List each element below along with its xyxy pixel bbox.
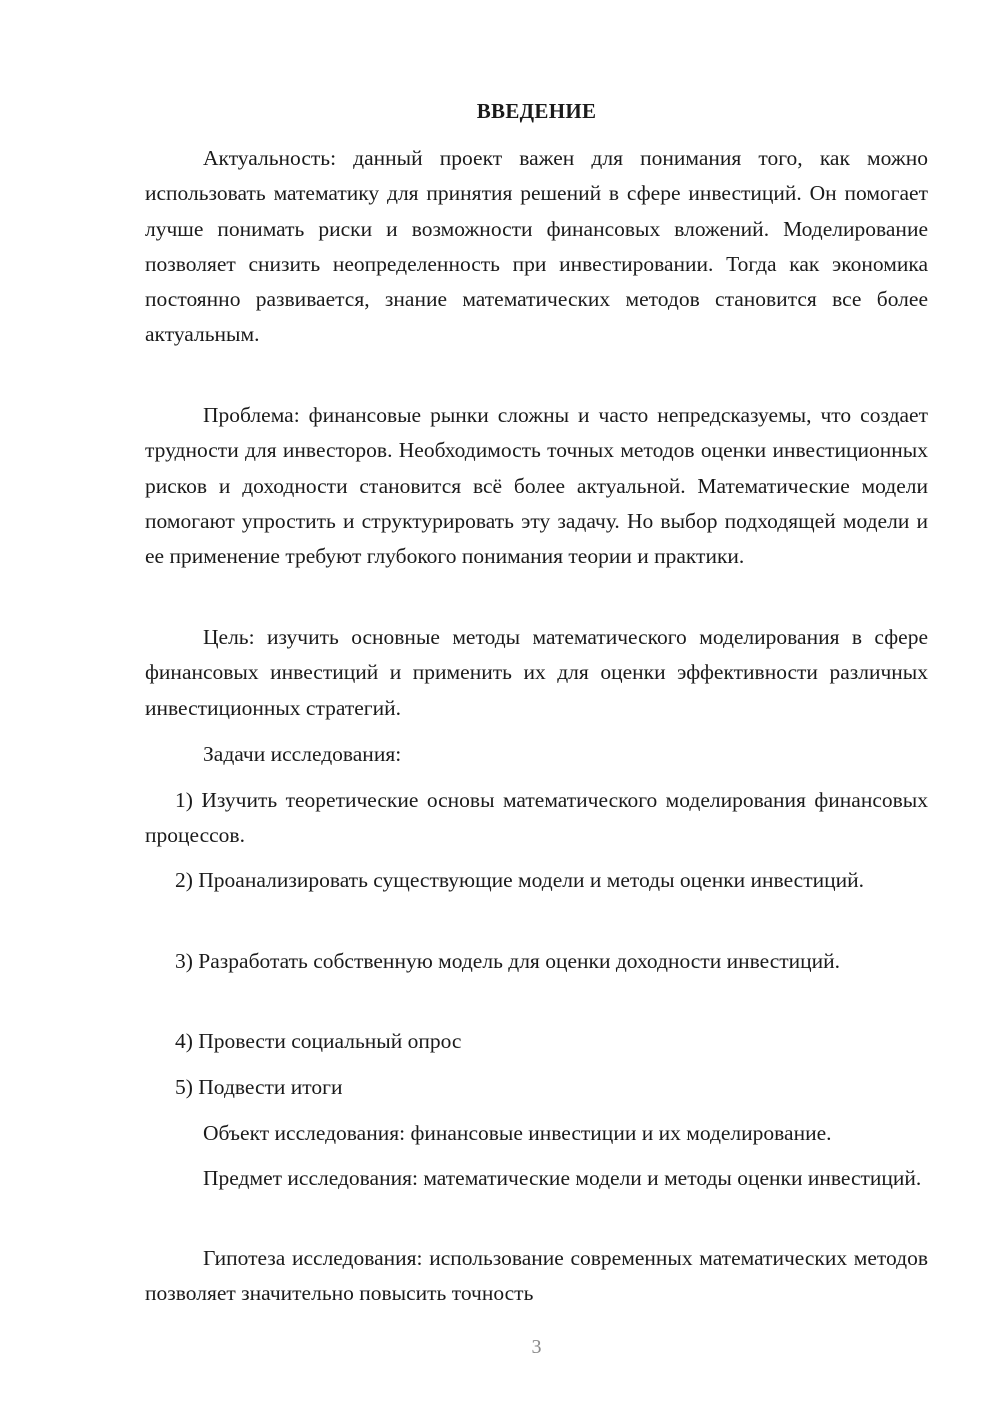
paragraph-subject: Предмет исследования: математические модели и методы оценки инвестиций. [203, 1166, 922, 1190]
paragraph-relevance: Актуальность: данный проект важен для понимания того, как можно использовать математику для принятия решений в сфере инвестиций. Он помогает лучше понимать риски и возможности финансовых вложений. Моделирование позволяет снизить неопределенность при инвестировании. Тогда как экономика постоянно развивается, знание математических методов становится все более актуальным. [145, 146, 928, 347]
task-item-2: 2) Проанализировать существующие модели и методы оценки инвестиций. [175, 868, 864, 892]
section-heading: ВВЕДЕНИЕ [476, 99, 597, 123]
task-item-5: 5) Подвести итоги [175, 1075, 343, 1099]
tasks-title: Задачи исследования: [203, 742, 402, 766]
task-item-3: 3) Разработать собственную модель для оценки доходности инвестиций. [175, 949, 841, 973]
task-item-4: 4) Провести социальный опрос [175, 1029, 462, 1053]
paragraph-problem: Проблема: финансовые рынки сложны и часто непредсказуемы, что создает трудности для инвесторов. Необходимость точных методов оценки инвестиционных рисков и доходности становится всё более актуальной. Математические модели помогают упростить и структурировать эту задачу. Но выбор подходящей модели и ее применение требуют глубокого понимания теории и практики. [145, 403, 928, 569]
page-number: 3 [531, 1336, 542, 1358]
paragraph-hypothesis: Гипотеза исследования: использование современных математических методов позволяет значительно повысить точность [145, 1246, 928, 1306]
paragraph-object: Объект исследования: финансовые инвестиции и их моделирование. [203, 1121, 832, 1145]
paragraph-goal: Цель: изучить основные методы математического моделирования в сфере финансовых инвестиций и применить их для оценки эффективности различных инвестиционных стратегий. [145, 625, 928, 720]
task-item-1: 1) Изучить теоретические основы математического моделирования финансовых процессов. [145, 788, 928, 848]
